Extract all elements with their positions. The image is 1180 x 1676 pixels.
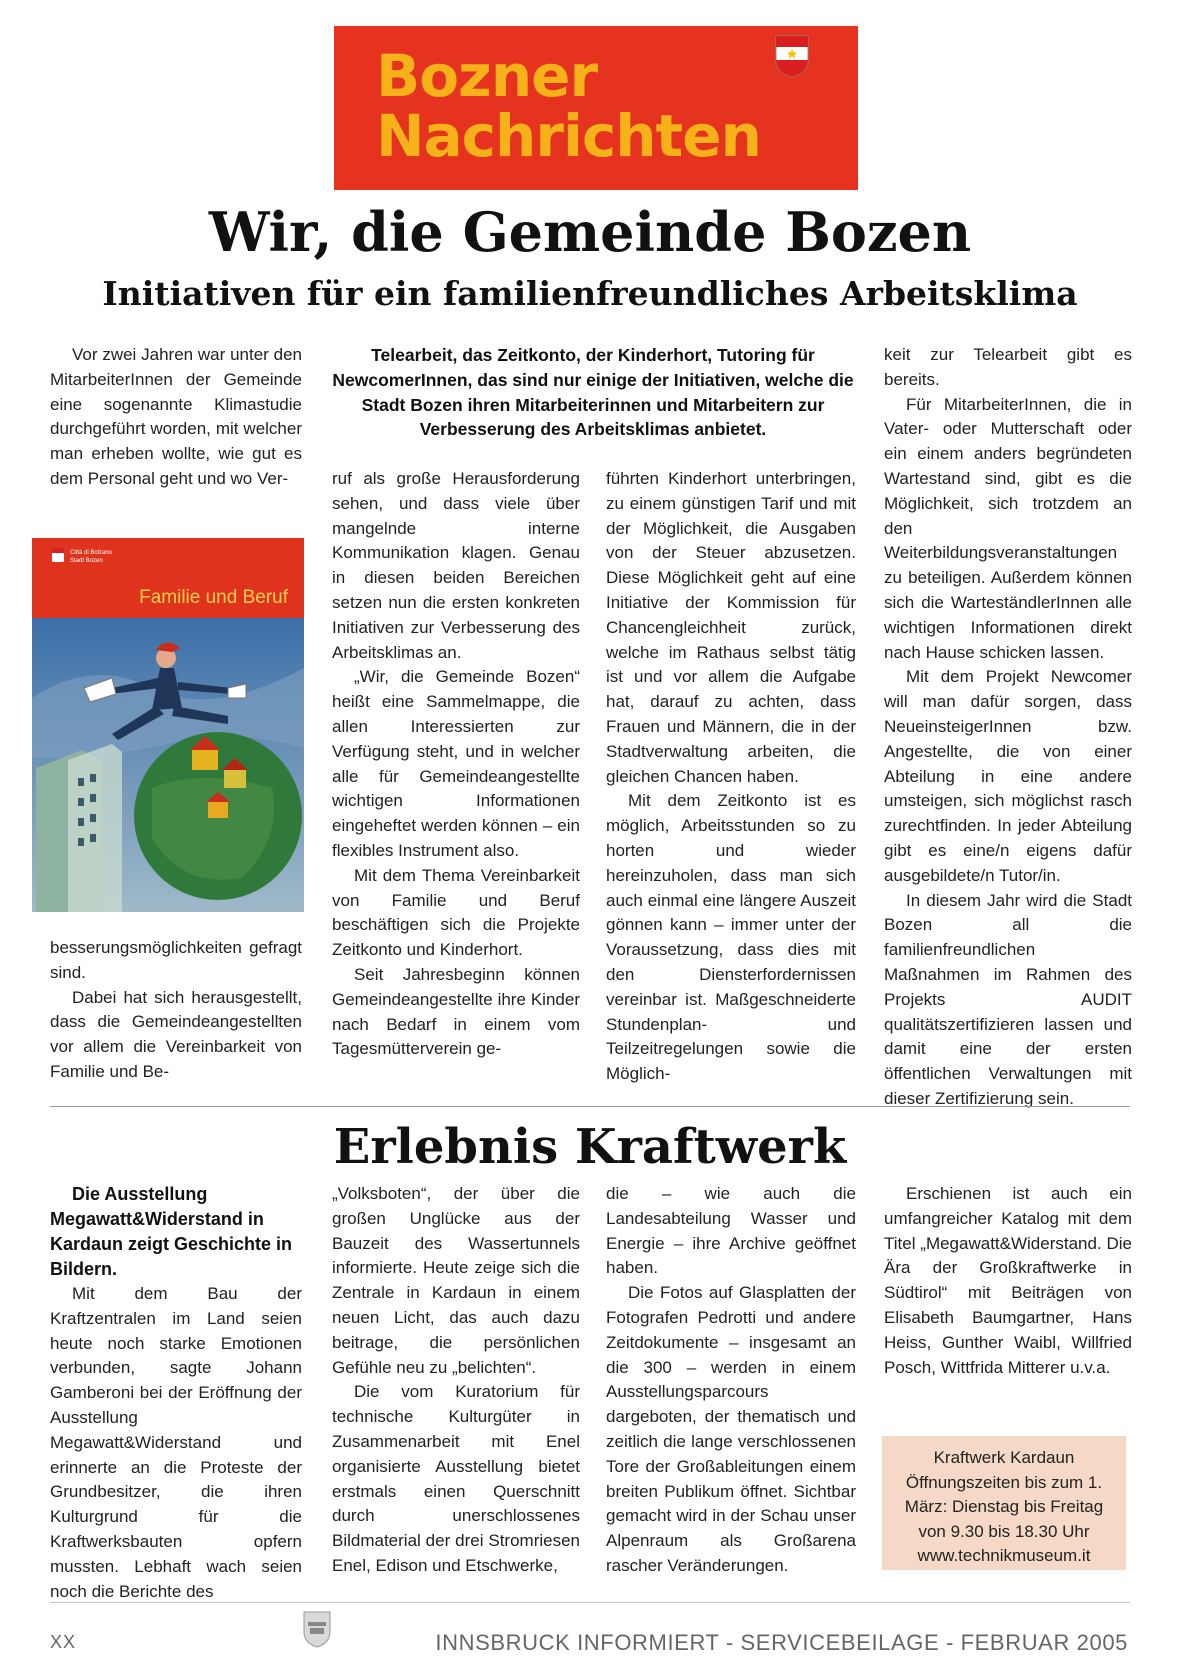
article2-column-1 (50, 1182, 302, 1604)
article1-column-3 (606, 467, 856, 1087)
article1-col1-paragraph-2: Dabei hat sich herausgestellt, dass die Gemeindeangestellten vor allem die Vereinbarkeit von Familie und Be- (50, 987, 302, 1081)
main-headline: Wir, die Gemeinde Bozen (208, 200, 972, 264)
masthead-line1: Bozner (376, 42, 598, 110)
info-box-url[interactable]: www.technikmuseum.it (917, 1546, 1091, 1565)
main-subheadline: Initiativen für ein familienfreundliches Arbeitsklima (102, 274, 1078, 313)
info-box-line1: Kraftwerk Kardaun (933, 1448, 1075, 1467)
article1-col2-paragraph-2: „Wir, die Gemeinde Bozen“ heißt eine Sammelmappe, die allen Interessierten zur Verfügung steht, und in welcher alle für Gemeindeangestellte wichtigen Informationen eingeheftet werden können – ein flexibles Instrument also. (332, 667, 580, 860)
article2-col1-paragraph-1: Mit dem Bau der Kraftzentralen im Land seien heute noch starke Emotionen verbunden, sagte Johann Gamberoni bei der Eröffnung der Ausstellung Megawatt&Widerstand und erinnerte an die Proteste der Grundbesitzer, die ihren Kulturgrund für die Kraftwerksbauten opfern mussten. Lebhaft wach seien noch die Berichte des (50, 1284, 302, 1601)
cover-logo-line2: Stadt Bozen (70, 558, 103, 564)
article2-col2-paragraph-1: „Volksboten“, der über die großen Unglücke aus der Bauzeit des Wassertunnels informierte. Heute zeige sich die Zentrale in Kardaun in einem neuen Licht, das auch dazu beitrage, die persönlichen Gefühle neu zu „belichten“. (332, 1184, 580, 1377)
article2-kicker: Die Ausstellung Megawatt&Widerstand in Kardaun zeigt Geschichte in Bildern. (50, 1184, 293, 1279)
footer-publication: INNSBRUCK INFORMIERT - SERVICEBEILAGE - FEBRUAR 2005 (435, 1630, 1128, 1655)
article1-lead: Telearbeit, das Zeitkonto, der Kinderhort, Tutoring für NewcomerInnen, das sind nur einige der Initiativen, welche die Stadt Bozen ihren Mitarbeiterinnen und Mitarbeitern zur Verbesserung des Arbeitsklimas anbietet. (332, 345, 854, 440)
article2-col3-paragraph-2: Die Fotos auf Glasplatten der Fotografen Pedrotti und andere Zeitdokumente – insgesamt an die 300 – werden in einem Ausstellungsparcours dargeboten, der thematisch und zeitlich die lange verschlossenen Tore der Großableitungen einem breiten Publikum öffnet. Sichtbar gemacht wird in der Schau unser Alpenraum als Großarena rascher Veränderungen. (606, 1283, 856, 1575)
article2-col4-paragraph-1: Erschienen ist auch ein umfangreicher Katalog mit dem Titel „Megawatt&Widerstand. Die Ära der Großkraftwerke in Südtirol“ mit Beiträgen von Elisabeth Baumgartner, Hans Heiss, Gunther Waibl, Willfried Posch, Wittfrida Mitterer u.v.a. (884, 1184, 1132, 1377)
article2-column-4 (884, 1182, 1132, 1380)
cover-logo-line1: Città di Bolzano (70, 550, 113, 556)
article2-column-3 (606, 1182, 856, 1579)
second-headline: Erlebnis Kraftwerk (333, 1119, 847, 1175)
masthead-title (376, 42, 761, 170)
city-crest-icon (774, 34, 810, 78)
article1-column-1-bottom (50, 936, 302, 1085)
article2-col2-paragraph-2: Die vom Kuratorium für technische Kulturgüter in Zusammenarbeit mit Enel organisierte Ausstellung bietet erstmals einen Querschnitt durch unerschlossenes Bildmaterial der drei Stromriesen Enel, Edison und Etschwerke, (332, 1382, 580, 1575)
footer-page-label: XX (50, 1632, 77, 1652)
footer-divider (50, 1602, 1130, 1603)
article1-col4-paragraph-3: Mit dem Projekt Newcomer will man dafür sorgen, dass NeueinsteigerInnen bzw. Angestellte, die von einer Abteilung in eine andere umsteigen, sich möglichst rasch zurechtfinden. In jeder Abteilung gibt es eine/n eigens dafür ausgebildete/n Tutor/in. (884, 667, 1132, 885)
info-box-line4: von 9.30 bis 18.30 Uhr (918, 1521, 1090, 1541)
article1-col2-paragraph-4: Seit Jahresbeginn können Gemeindeangestellte ihre Kinder nach Bedarf in einem vom Tagesmütterverein ge- (332, 964, 580, 1059)
info-box-line2: Öffnungszeiten bis zum 1. (905, 1472, 1103, 1492)
info-box (882, 1436, 1126, 1570)
article1-column-1-top (50, 343, 302, 492)
article1-col4-paragraph-4: In diesem Jahr wird die Stadt Bozen all die familienfreundlichen Maßnahmen im Rahmen des Projekts AUDIT qualitätszertifizieren lassen und damit eine der ersten öffentlichen Verwaltungen mit dieser Zertifizierung sein. (884, 890, 1132, 1108)
article1-col1-continued: besserungsmöglichkeiten gefragt sind. (50, 938, 302, 982)
innsbruck-crest-icon (302, 1610, 332, 1648)
article2-column-2 (332, 1182, 580, 1579)
article1-col1-paragraph: Vor zwei Jahren war unter den MitarbeiterInnen der Gemeinde eine sogenannte Klimastudie durchgeführt worden, mit welcher man erheben wollte, wie gut es dem Personal geht und wo Ver- (50, 345, 302, 488)
article1-column-2 (332, 467, 580, 1062)
article1-col4-paragraph-1: keit zur Telearbeit gibt es bereits. (884, 345, 1132, 389)
masthead-line2: Nachrichten (376, 102, 761, 170)
article1-col3-paragraph-1: führten Kinderhort unterbringen, zu einem günstigen Tarif und mit der Möglichkeit, die Ausgaben von der Steuer abzusetzen. Diese Möglichkeit geht auf eine Initiative der Kommission für Chancengleichheit zurück, welche im Rathaus selbst tätig ist und vor allem die Aufgabe hat, darauf zu achten, dass Frauen und Männern, die in der Stadtverwaltung arbeiten, die gleichen Chancen haben. (606, 469, 856, 786)
familie-und-beruf-cover-image (32, 538, 304, 912)
cover-title: Familie und Beruf (139, 587, 288, 608)
article1-col2-paragraph-1: ruf als große Herausforderung sehen, und dass viele über mangelnde interne Kommunikation klagen. Genau in diesen beiden Bereichen setzen nun die ersten konkreten Initiativen zur Verbesserung des Arbeitsklimas an. (332, 469, 580, 662)
article1-col2-paragraph-3: Mit dem Thema Vereinbarkeit von Familie und Beruf beschäftigen sich die Projekte Zeitkonto und Kinderhort. (332, 865, 580, 960)
article1-col4-paragraph-2: Für MitarbeiterInnen, die in Vater- oder Mutterschaft oder ein einem anders begründeten Wartestand sind, gibt es die Möglichkeit, sich trotzdem an den Weiterbildungsveranstaltungen zu beteiligen. Außerdem können sich die WarteständlerInnen alle wichtigen Informationen direkt nach Hause schicken lassen. (884, 394, 1132, 662)
section-divider (50, 1106, 1130, 1107)
article1-column-4 (884, 343, 1132, 1112)
article2-col3-paragraph-1: die – wie auch die Landesabteilung Wasser und Energie – ihre Archive geöffnet haben. (606, 1184, 856, 1278)
article1-col3-paragraph-2: Mit dem Zeitkonto ist es möglich, Arbeitsstunden so zu horten und wieder hereinzuholen, dass man sich auch einmal eine längere Auszeit gönnen kann – immer unter der Voraussetzung, dass dies mit den Diensterfordernissen vereinbar ist. Maßgeschneiderte Stundenplan- und Teilzeitregelungen sowie die Möglich- (606, 791, 856, 1084)
masthead (334, 26, 858, 190)
info-box-line3: März: Dienstag bis Freitag (904, 1497, 1104, 1516)
